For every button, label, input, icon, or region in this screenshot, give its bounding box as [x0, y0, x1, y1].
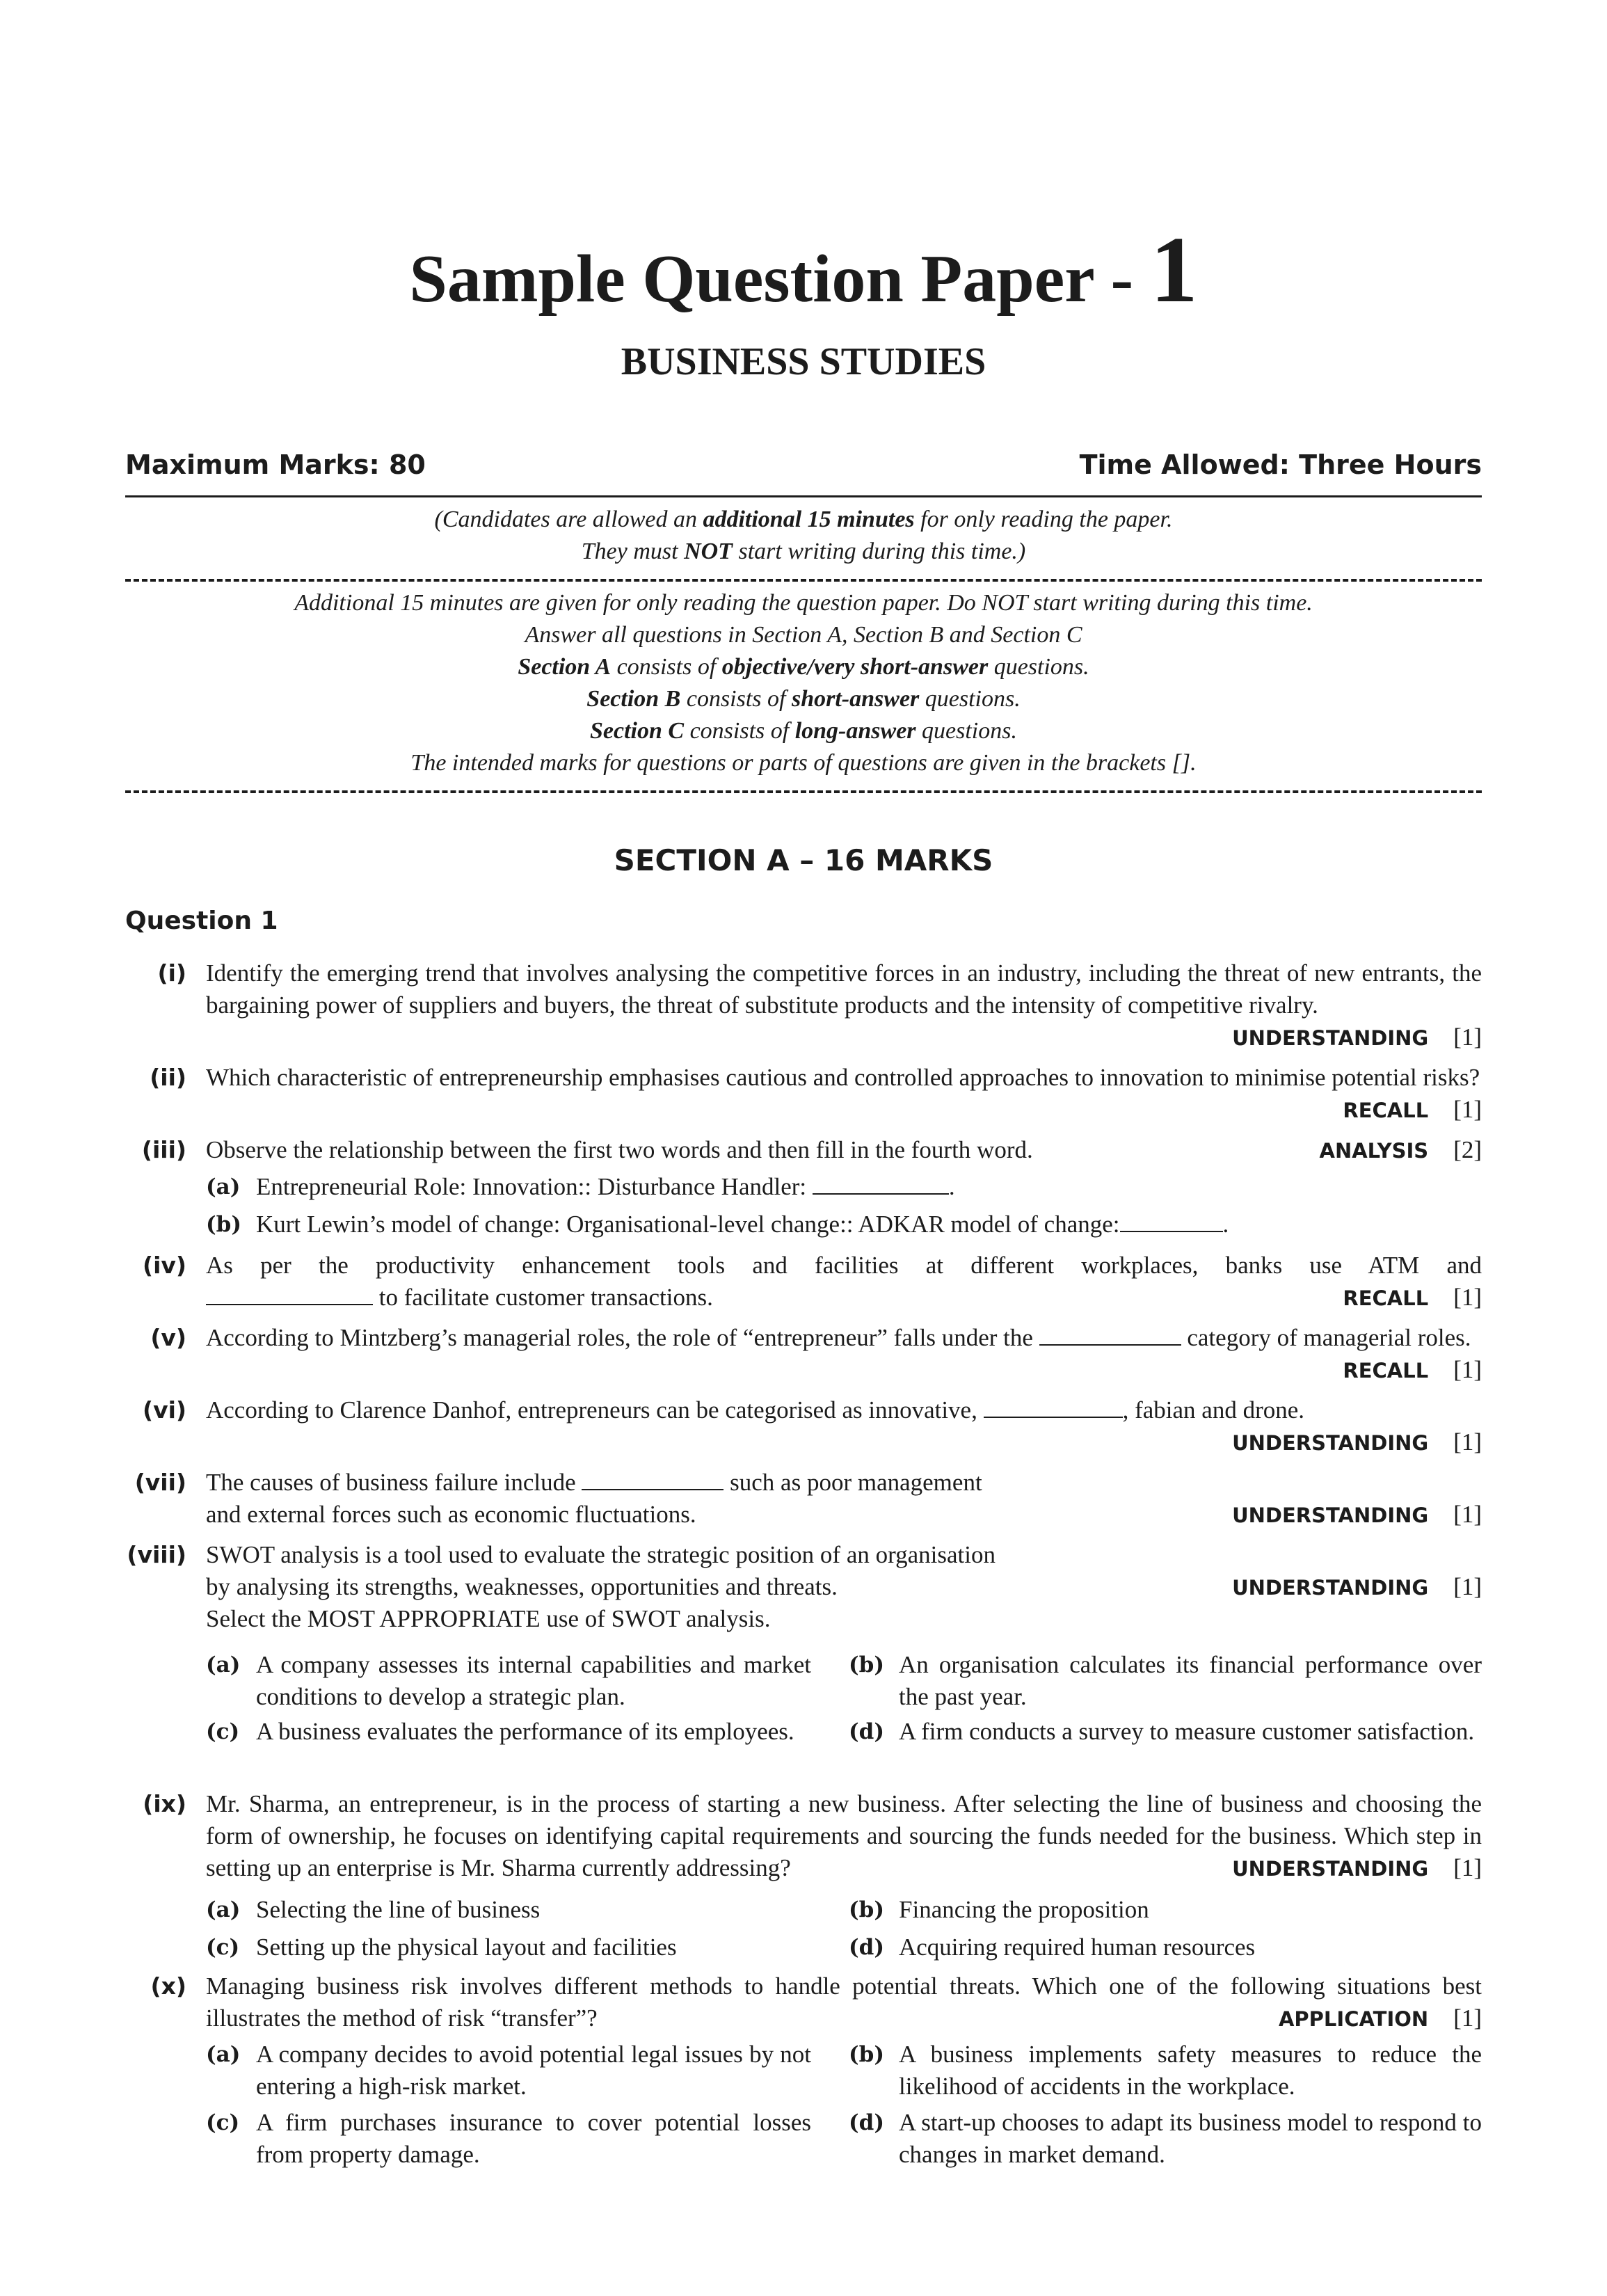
cognitive-tag: APPLICATION [1]: [1278, 2004, 1482, 2032]
question-text: Which characteristic of entrepreneurship emphasises cautious and controlled approaches to innovation to minimise potential risks? RECALL [1]: [206, 1062, 1482, 1126]
question-number: (iv): [143, 1252, 186, 1279]
marks: [1]: [1453, 1096, 1482, 1123]
question-text: Mr. Sharma, an entrepreneur, is in the process of starting a new business. After selecting the line of business and choosing the form of ownership, he focuses on identifying capital requirements and sourcing the funds needed for the business. Which step in setting up an enterprise is Mr. Sharma currently addressing? UNDERSTANDING [1]: [206, 1788, 1482, 1885]
cognitive-tag: UNDERSTANDING [1]: [1232, 1854, 1482, 1881]
cognitive-tag: ANALYSIS [2]: [1319, 1136, 1482, 1163]
time-allowed: Time Allowed: Three Hours: [1079, 449, 1482, 480]
marks: [1]: [1453, 1284, 1482, 1311]
cognitive-tag: RECALL [1]: [1343, 1284, 1482, 1311]
question-1-heading: Question 1: [125, 907, 278, 935]
question-number: (vi): [143, 1396, 186, 1424]
marks: [2]: [1453, 1136, 1482, 1163]
marks: [1]: [1453, 2004, 1482, 2032]
cognitive-tag: RECALL [1]: [1343, 1356, 1482, 1383]
cognitive-tag: RECALL [1]: [1343, 1096, 1482, 1123]
instruction-3: Section A consists of objective/very short-answer questions.: [518, 654, 1089, 680]
question-number: (x): [150, 1972, 186, 2000]
question-number: (ii): [150, 1064, 186, 1091]
question-number: (iii): [141, 1136, 186, 1163]
question-text: SWOT analysis is a tool used to evaluate the strategic position of an organisation by analysing its strengths, weaknesses, opportunities and threats. UNDERSTANDING [1] Select the MOST APPROPRIATE use of SWOT analysis.: [206, 1539, 1482, 1635]
answer-blank[interactable]: [813, 1171, 949, 1195]
question-number: (v): [150, 1324, 186, 1351]
answer-blank[interactable]: [1039, 1322, 1181, 1346]
question-prompt: Select the MOST APPROPRIATE use of SWOT analysis.: [206, 1605, 771, 1632]
answer-blank[interactable]: [206, 1282, 373, 1305]
dashed-divider-bottom: [125, 790, 1482, 793]
marks: [1]: [1453, 1501, 1482, 1528]
paper-title: [125, 218, 1482, 322]
notice-line-1: (Candidates are allowed an additional 15 minutes for only reading the paper.: [434, 507, 1173, 532]
section-a-heading: SECTION A – 16 MARKS: [614, 843, 993, 877]
subject-heading: BUSINESS STUDIES: [621, 340, 986, 383]
marks: [1]: [1453, 1573, 1482, 1600]
dashed-divider-top: [125, 579, 1482, 582]
instruction-6: The intended marks for questions or parts of questions are given in the brackets [].: [410, 750, 1197, 776]
header-divider: [125, 495, 1482, 497]
instruction-5: Section C consists of long-answer questions.: [590, 718, 1017, 744]
question-text: Managing business risk involves different methods to handle potential threats. Which one of the following situations best illustrates the method of risk “transfer”? APPLICATION [1]: [206, 1970, 1482, 2035]
question-text: According to Clarence Danhof, entrepreneurs can be categorised as innovative, , fabian and drone. UNDERSTANDING [1]: [206, 1394, 1482, 1459]
question-text: Observe the relationship between the first two words and then fill in the fourth word. ANALYSIS [2]: [206, 1134, 1482, 1167]
title-text: Sample Question Paper -: [409, 241, 1151, 317]
question-text: As per the productivity enhancement tools and facilities at different workplaces, banks use ATM and to facilitate customer transactions. RECALL [1]: [206, 1250, 1482, 1314]
cognitive-tag: UNDERSTANDING [1]: [1232, 1023, 1482, 1051]
cognitive-tag: UNDERSTANDING [1]: [1232, 1573, 1482, 1600]
question-number: (viii): [127, 1541, 186, 1568]
question-paper-page: Sample Question Paper - 1 BUSINESS STUDIES Maximum Marks: 80 Time Allowed: Three Hours (Candidates are allowed an additional 15 minutes for only reading the paper. They must NOT start writing during this time.) Additional 15 minutes are given for only reading the question paper. Do NOT start writing during this time. Answer all questions in Section A, Section B and Section C Section A consists of objective/very short-answer questions. Section B consists of short-answer questions. Section C consists of long-answer questions. The intended marks for questions or parts of questions are given in the brackets []. SECTION A – 16 MARKS Question 1 (i) Identify the emerging trend that involves analysing the competitive forces in an industry, including the threat of new entrants, the bargaining power of suppliers and buyers, the threat of substitute products and the intensity of competitive rivalry. UNDERSTANDING [1] (ii) Which characteristic of entrepreneurship emphasises cautious and controlled approaches to innovation to minimise potential risks? RECALL [1] (iii) Observe the relationship between the first two words and then fill in the fourth word. ANALYSIS [2] (a) Entrepreneurial Role: Innovation:: Disturbance Handler: . (b) Kurt Lewin’s model of change: Organisational-level change:: ADKAR model of change: . (iv) As per the productivity enhancement tools and facilities at different workplaces, banks use ATM and to facilitate customer transactions. RECALL [1] (v) According to Mintzberg’s managerial roles, the role of “entrepreneur” falls under the category of managerial roles. RECALL [1] (vi) According to Clarence Danhof, entrepreneurs can be categorised as innovative, , fabian and drone. UNDERSTANDING [1] (vii) The causes of business failure include such as poor management and external forces such as economic fluctuations. UNDERSTANDING [1] (viii) SWOT analysis is a tool used to evaluate the strategic position of an organisation by analysing its strengths, weaknesses, opportunities and threats. UNDERSTANDING [1] Select the MOST APPROPRIATE use of SWOT analysis. (a) A company assesses its internal capabilities and market conditions to develop a strategic plan. (b) An organisation calculates its financial performance over the past year. (c) A business evaluates the performance of its employees. (d) A firm conducts a survey to measure customer satisfaction. (ix) Mr. Sharma, an entrepreneur, is in the process of starting a new business. After selecting the line of business and choosing the form of ownership, he focuses on identifying capital requirements and sourcing the funds needed for the business. Which step in setting up an enterprise is Mr. Sharma currently addressing? UNDERSTANDING [1] (a) Selecting the line of business (b) Financing the proposition (c) Setting up the physical layout and facilities (d) Acquiring required human resources (x) Managing business risk involves different methods to handle potential threats. Which one of the following situations best illustrates the method of risk “transfer”? APPLICATION [1] (a) A company decides to avoid potential legal issues by not entering a high-risk market. (b) A business implements safety measures to reduce the likelihood of accidents in the workplace. (c) A firm purchases insurance to cover potential losses from property damage. (d) A start-up chooses to adapt its business model to respond to changes in market demand.: [125, 218, 1482, 2168]
instruction-4: Section B consists of short-answer questions.: [586, 686, 1021, 712]
question-text: Identify the emerging trend that involves analysing the competitive forces in an industry, including the threat of new entrants, the bargaining power of suppliers and buyers, the threat of substitute products and the intensity of competitive rivalry. UNDERSTANDING [1]: [206, 957, 1482, 1054]
title-number: 1: [1150, 218, 1198, 322]
instruction-2: Answer all questions in Section A, Section B and Section C: [525, 622, 1082, 648]
marks: [1]: [1453, 1023, 1482, 1051]
notice-line-2: They must NOT start writing during this time.): [581, 539, 1026, 564]
answer-blank[interactable]: [582, 1467, 723, 1490]
question-text: According to Mintzberg’s managerial roles, the role of “entrepreneur” falls under the category of managerial roles. RECALL [1]: [206, 1322, 1482, 1387]
marks: [1]: [1453, 1854, 1482, 1881]
answer-blank[interactable]: [984, 1394, 1123, 1418]
marks: [1]: [1453, 1428, 1482, 1456]
question-text: The causes of business failure include such as poor management and external forces such as economic fluctuations. UNDERSTANDING [1]: [206, 1467, 1482, 1531]
instruction-1: Additional 15 minutes are given for only reading the question paper. Do NOT start writing during this time.: [294, 590, 1313, 616]
maximum-marks: Maximum Marks: 80: [125, 449, 426, 480]
question-number: (ix): [143, 1790, 186, 1817]
cognitive-tag: UNDERSTANDING [1]: [1232, 1501, 1482, 1528]
marks-time-row: [125, 449, 1482, 484]
cognitive-tag: UNDERSTANDING [1]: [1232, 1428, 1482, 1456]
question-number: (vii): [134, 1469, 186, 1496]
answer-blank[interactable]: [1120, 1209, 1223, 1232]
question-number: (i): [157, 959, 186, 987]
marks: [1]: [1453, 1356, 1482, 1383]
